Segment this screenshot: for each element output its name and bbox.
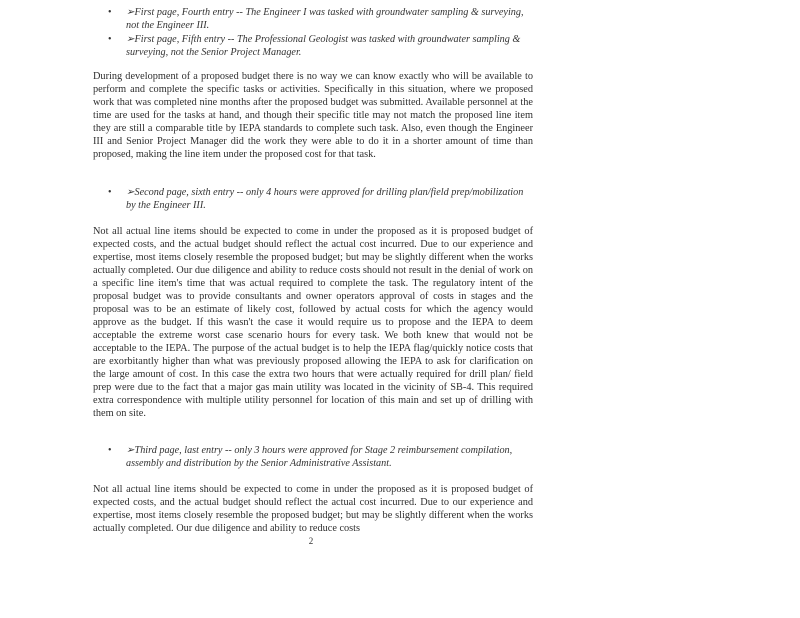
bullet-list-low — [108, 444, 528, 471]
bullet-icon: • — [108, 187, 112, 198]
list-item: • ➢Third page, last entry -- only 3 hours were approved for Stage 2 reimbursement compilation, assembly and distribution by the Senior Administrative Assistant. — [108, 445, 513, 470]
paragraph-personnel: During development of a proposed budget there is no way we can know exactly who will be available to perform and complete the specific tasks or activities. Specifically in this situation, where we proposed work that was completed nine months after the proposed budget was submitted. Available personnel at the time are used for the tasks at hand, and though their specific title may not match the proposed line item they are still a comparable title by IEPA standards to complete such task. Also, even though the Engineer III and Senior Project Manager did the work they were able to do it in a shorter amount of time than proposed, making the line item under the proposed cost for that task. — [93, 71, 533, 160]
list-item: • ➢First page, Fourth entry -- The Engineer I was tasked with groundwater sampling & surveying, not the Engineer III. — [108, 7, 524, 32]
list-item: • ➢Second page, sixth entry -- only 4 hours were approved for drilling plan/field prep/mobilization by the Engineer III. — [108, 187, 524, 212]
list-item: • ➢First page, Fifth entry -- The Professional Geologist was tasked with groundwater sampling & surveying, not the Senior Project Manager. — [108, 33, 521, 59]
bullet-icon: • — [108, 7, 112, 18]
bullet-icon: • — [108, 445, 112, 456]
paragraph-actual-budget-repeat: Not all actual line items should be expected to come in under the proposed as it is proposed budget of expected costs, and the actual budget should reflect the actual cost incurred. Due to our experience and expertise, most items closely resemble the proposed budget; but may be slightly different when the works actually completed. Our due diligence and ability to reduce costs — [93, 484, 533, 534]
page-number: 2 — [308, 536, 314, 546]
paragraph-actual-budget: Not all actual line items should be expected to come in under the proposed as it is proposed budget of expected costs, and the actual budget should reflect the actual cost incurred. Due to our experience and expertise, most items closely resemble the proposed budget; but may be slightly different when the works actually completed. Our due diligence and ability to reduce costs should not result in the denial of work on a specific line item's time that was actual required to complete the task. The regulatory intent of the proposal budget was to provide consultants and owner operators approval of costs in stages and the proposal was to be an estimate of likely cost, followed by actual costs for which the agency would approve as the budget. If this wasn't the case it would require us to propose and the IEPA to deem acceptable the extreme worst case scenario hours for every task. We both knew that would not be acceptable to the IEPA. The purpose of the actual budget is to help the IEPA flag/quickly notice costs that are exorbitantly higher than what was previously proposed allowing the IEPA to ask for clarification on the large amount of cost. In this case the extra two hours that were actually required for drill plan/ field prep were due to the fact that a major gas main utility was located in the vicinity of SB-4. This required extra correspondence with multiple utility personnel for location of this main and set up of drilling with them on site. — [93, 226, 533, 419]
bullet-icon: • — [108, 33, 112, 45]
bullet-list-mid — [108, 186, 528, 213]
bullet-list-top — [108, 6, 528, 60]
